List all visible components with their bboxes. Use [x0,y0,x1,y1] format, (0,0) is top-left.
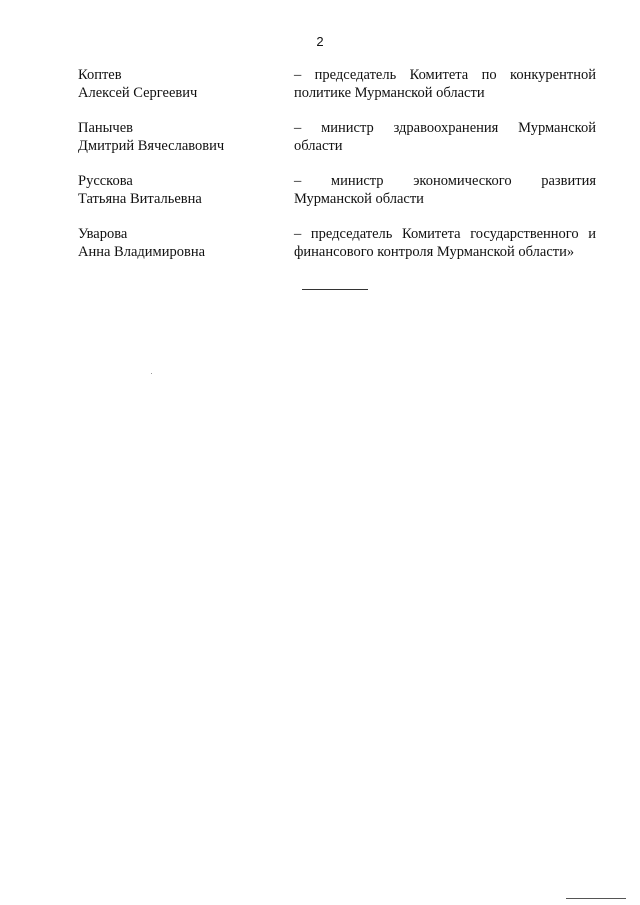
member-role-line: политике Мурманской области [294,85,485,101]
end-of-list-rule [302,289,368,290]
member-name [78,66,278,102]
member-role [294,66,596,102]
page-number: 2 [316,34,324,49]
member-role-line: финансового контроля Мурманской области» [294,244,575,260]
member-surname: Коптев [78,67,122,83]
member-entry [78,172,596,208]
footer-rule [566,898,626,899]
member-role-line: – председатель Комитета государственного и [294,226,596,242]
member-role [294,172,596,208]
member-role-line: – министр здравоохранения Мурманской [294,120,596,136]
member-role [294,119,596,155]
member-entry [78,119,596,155]
member-role-line: – председатель Комитета по конкурентной [294,67,596,83]
member-role-line: Мурманской области [294,191,424,207]
member-name [78,225,278,261]
member-surname: Уварова [78,226,128,242]
member-surname: Русскова [78,173,133,189]
member-entry [78,66,596,102]
member-entry [78,225,596,261]
member-given-names: Дмитрий Вячеславович [78,138,225,154]
member-role [294,225,596,261]
member-surname: Панычев [78,120,133,136]
scan-speck [151,373,152,374]
member-name [78,172,278,208]
member-given-names: Анна Владимировна [78,244,206,260]
member-given-names: Татьяна Витальевна [78,191,202,207]
member-role-line: – министр экономического развития [294,173,596,189]
member-role-line: области [294,138,343,154]
member-given-names: Алексей Сергеевич [78,85,198,101]
member-name [78,119,278,155]
members-list [78,66,596,278]
